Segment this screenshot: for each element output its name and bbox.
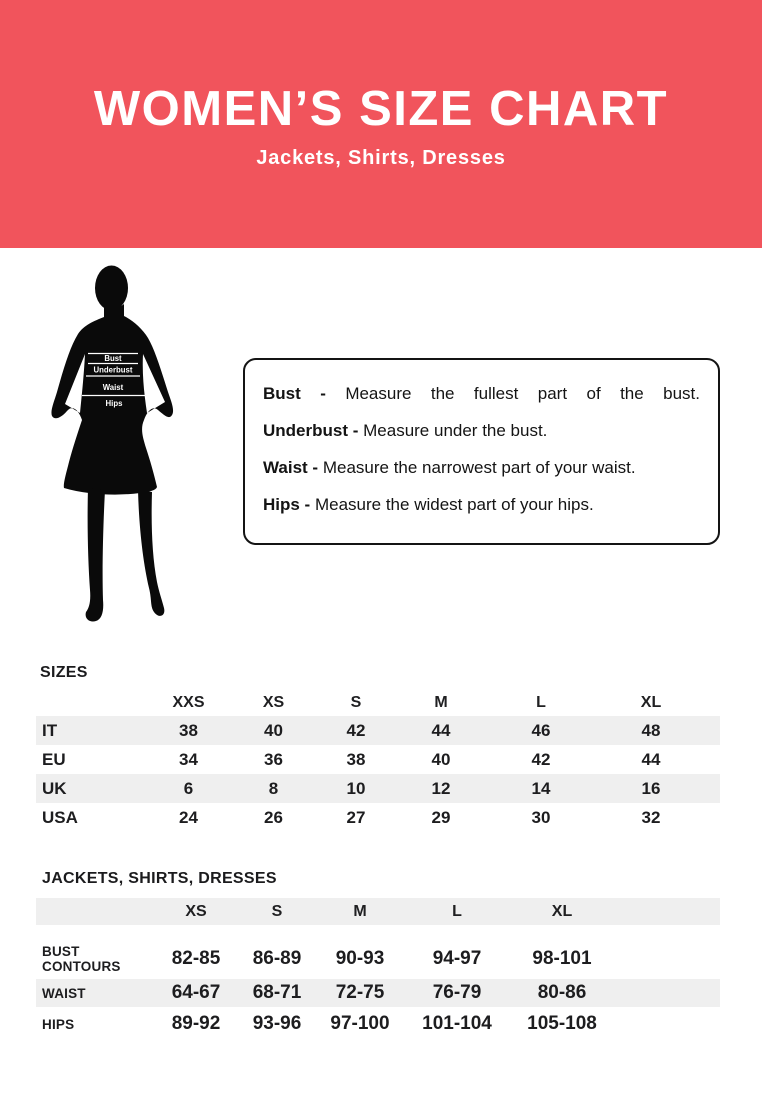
spacer-cell [612,898,720,925]
cell-usa-m: 29 [431,807,451,827]
waist-band-label: Waist [102,383,124,392]
sizes-col-xs: XS [262,694,285,711]
spacer-cell [612,979,720,1007]
sizes-section-title: SIZES [40,664,88,681]
garment-header-row [36,898,720,925]
table-row-uk [36,774,720,803]
page-title: WOMEN’S SIZE CHART [93,82,669,136]
cell-eu-xl: 44 [641,749,661,769]
woman-silhouette-icon [48,262,218,632]
spacer-cell [706,690,720,716]
guide-term-bust: Bust - [263,384,326,403]
cell-hips-xl: 105-108 [527,1013,597,1034]
cell-usa-l: 30 [531,807,551,827]
cell-it-m: 44 [396,716,486,745]
spacer-cell [706,803,720,832]
table-row-it [36,716,720,745]
spacer-cell [612,939,720,979]
cell-hips-s: 93-96 [252,1013,302,1034]
hips-band-label: Hips [105,399,123,408]
spacer-cell [706,774,720,803]
measure-guide-box [243,358,720,545]
cell-hips-l: 101-104 [422,1013,492,1034]
cell-uk-s: 10 [316,774,396,803]
guide-def-hips: Measure the widest part of your hips. [314,495,594,514]
garment-col-l: L [402,898,512,925]
underbust-band-label: Underbust [93,365,133,375]
bust-band-label: Bust [104,354,122,363]
cell-usa-xxs: 24 [179,807,198,827]
sizes-col-m: M [434,694,448,711]
cell-waist-m: 72-75 [318,979,402,1007]
guide-line-underbust [263,419,700,443]
sizes-col-xxs: XXS [172,694,205,711]
garment-col-xs: XS [156,898,236,925]
garment-col-m: M [318,898,402,925]
sizes-header-row [36,690,720,716]
cell-bust-l: 94-97 [432,948,482,969]
guide-def-underbust: Measure under the bust. [363,421,548,440]
cell-eu-s: 38 [346,749,366,769]
row-label-it: IT [36,716,146,745]
spacer-cell [36,925,720,939]
sizes-header-empty [36,690,146,716]
sizes-table [36,690,720,832]
cell-waist-xs: 64-67 [156,979,236,1007]
guide-def-bust: Measure the fullest part of the bust. [345,384,700,403]
row-label-bust-contours: BUST CONTOURS [42,944,121,974]
cell-bust-m: 90-93 [335,948,385,969]
spacer-cell [612,1007,720,1041]
cell-it-s: 42 [316,716,396,745]
cell-bust-xs: 82-85 [171,948,221,969]
garment-section-title: JACKETS, SHIRTS, DRESSES [42,870,277,887]
row-label-hips: HIPS [42,1016,75,1032]
spacer-cell [706,716,720,745]
cell-hips-xs: 89-92 [171,1013,221,1034]
cell-waist-xl: 80-86 [512,979,612,1007]
cell-bust-s: 86-89 [252,948,302,969]
guide-term-hips: Hips - [263,495,311,514]
cell-usa-xl: 32 [641,807,661,827]
cell-it-l: 46 [486,716,596,745]
table-row-hips [36,1007,720,1041]
cell-usa-s: 27 [346,807,366,827]
cell-waist-l: 76-79 [402,979,512,1007]
cell-uk-l: 14 [486,774,596,803]
cell-it-xs: 40 [231,716,316,745]
hero-banner [0,0,762,248]
garment-table [36,898,720,1041]
garment-col-s: S [236,898,318,925]
cell-uk-xs: 8 [231,774,316,803]
guide-def-waist: Measure the narrowest part of your waist. [322,458,636,477]
cell-uk-m: 12 [396,774,486,803]
guide-term-waist: Waist - [263,458,319,477]
cell-eu-m: 40 [431,749,451,769]
cell-eu-xs: 36 [264,749,283,769]
cell-usa-xs: 26 [264,807,283,827]
cell-it-xxs: 38 [146,716,231,745]
row-label-usa: USA [42,807,78,827]
guide-line-hips [263,493,700,517]
cell-bust-xl: 98-101 [532,948,592,969]
table-row-bust-contours [36,939,720,979]
table-row-eu [36,745,720,774]
sizes-col-xl: XL [640,694,662,711]
row-label-eu: EU [42,749,66,769]
woman-silhouette-figure [48,262,218,632]
row-label-waist: WAIST [36,979,156,1007]
gap-row [36,925,720,939]
sizes-col-l: L [536,694,546,711]
cell-uk-xxs: 6 [146,774,231,803]
garment-header-empty [36,898,156,925]
sizes-col-s: S [350,694,362,711]
cell-uk-xl: 16 [596,774,706,803]
cell-eu-xxs: 34 [179,749,198,769]
guide-term-underbust: Underbust - [263,421,359,440]
table-row-waist [36,979,720,1007]
guide-line-waist [263,456,700,480]
cell-waist-s: 68-71 [236,979,318,1007]
page-subtitle: Jackets, Shirts, Dresses [256,147,506,169]
cell-eu-l: 42 [531,749,551,769]
cell-it-xl: 48 [596,716,706,745]
cell-hips-m: 97-100 [330,1013,390,1034]
spacer-cell [706,745,720,774]
guide-line-bust [263,382,700,406]
row-label-uk: UK [36,774,146,803]
table-row-usa [36,803,720,832]
garment-col-xl: XL [512,898,612,925]
